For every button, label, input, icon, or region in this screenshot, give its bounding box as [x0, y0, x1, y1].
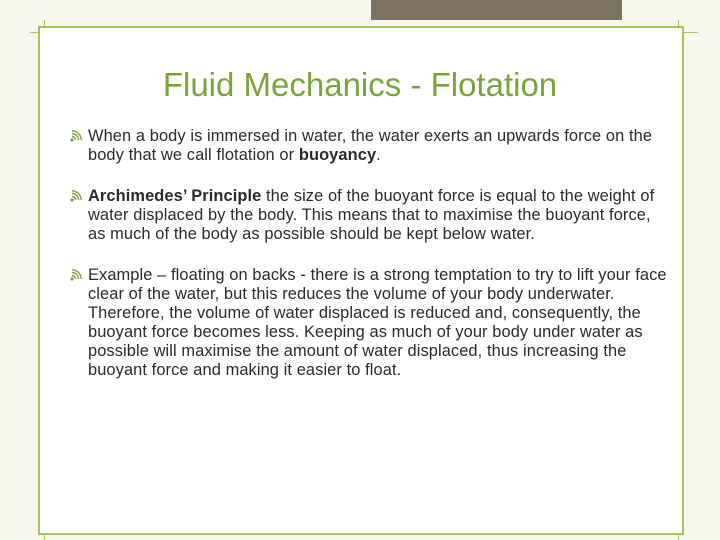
wifi-wave-bullet-icon	[70, 130, 86, 142]
bullet-list	[70, 127, 670, 402]
wifi-wave-bullet-icon	[70, 269, 86, 281]
bullet-3-text: Example – floating on backs - there is a strong temptation to try to lift your face clear of the water, but this reduces the volume of your body underwater. Therefore, the volume of water displaced is reduced and, consequently, the buoyant force becomes less. Keeping as much of your body under water as possible will maximise the amount of water displaced, thus increasing the buoyant force and making it easier to float.	[88, 266, 667, 379]
bullet-item-1	[70, 127, 670, 165]
bullet-1-text: When a body is immersed in water, the water exerts an upwards force on the body that we call flotation or	[88, 127, 653, 164]
bullet-item-3	[70, 266, 670, 380]
bullet-1-end: .	[376, 146, 381, 164]
bullet-item-2	[70, 187, 670, 244]
top-accent-bar	[371, 0, 622, 20]
bullet-2-text: the size of the buoyant force is equal to the weight of water displaced by the body. This means that to maximise the buoyant force, as much of the body as possible should be kept below water.	[88, 187, 655, 243]
bullet-1-bold: buoyancy	[298, 146, 377, 164]
bullet-2-bold: Archimedes’ Principle	[88, 187, 262, 205]
wifi-wave-bullet-icon	[70, 190, 86, 202]
slide-title: Fluid Mechanics - Flotation	[162, 66, 558, 103]
